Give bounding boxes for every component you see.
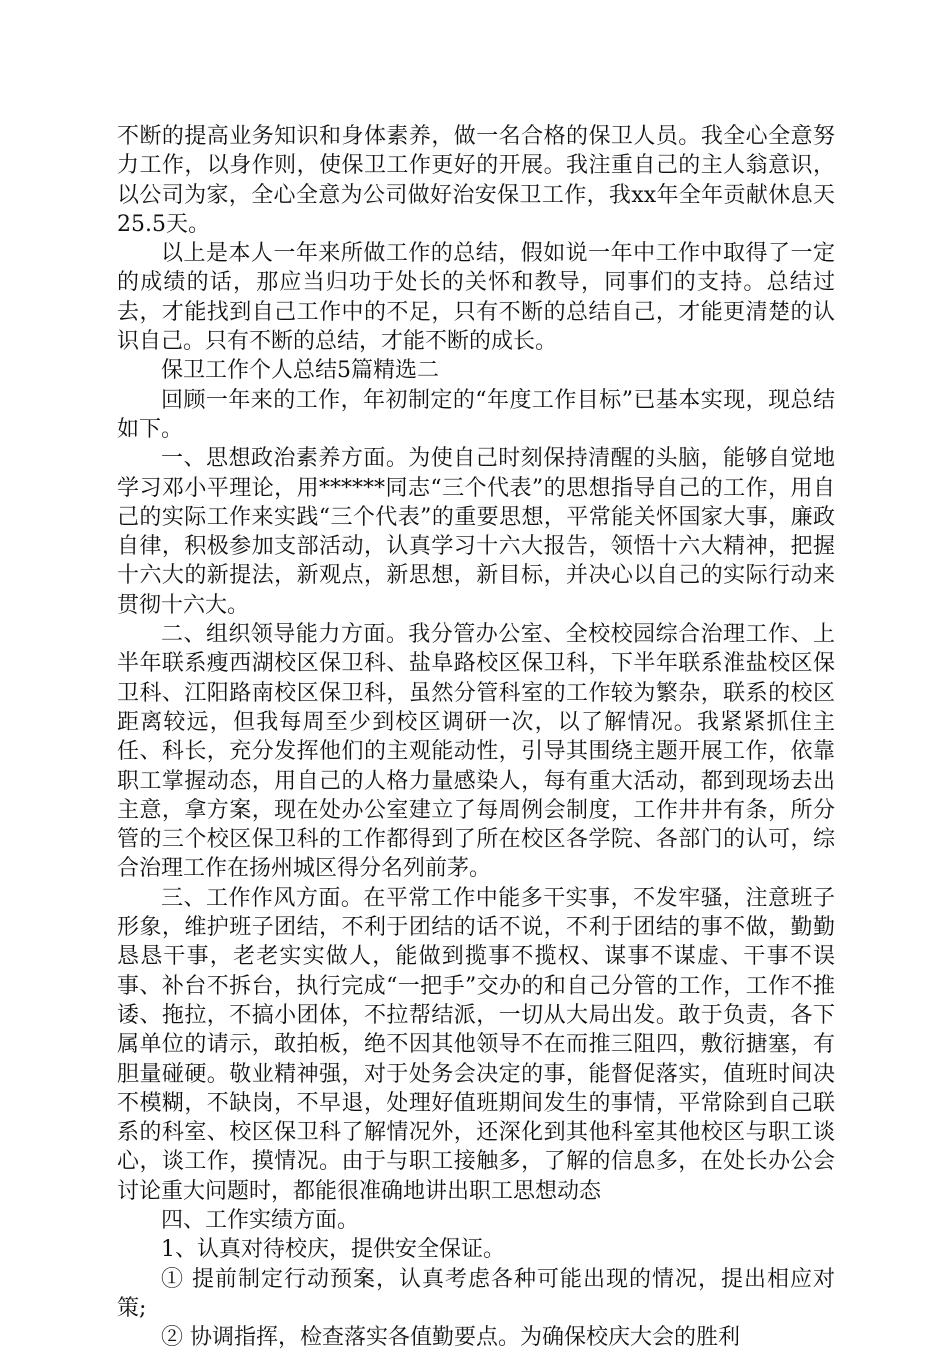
paragraph: 回顾一年来的工作，年初制定的“年度工作目标”已基本实现，现总结如下。	[117, 387, 835, 442]
list-item: ② 协调指挥，检查落实各值勤要点。为确保校庆大会的胜利	[161, 1325, 740, 1351]
paragraph: 二、组织领导能力方面。我分管办公室、全校校园综合治理工作、上半年联系瘦西湖校区保卫科、盐阜路校区保卫科，下半年联系淮盐校区保卫科、江阳路南校区保卫科，虽然分管科室的工作较为繁杂，联系的校区距离较远，但我每周至少到校区调研一次，以了解情况。我紧紧抓住主任、科长，充分发挥他们的主观能动性，引导其围绕主题开展工作，依靠职工掌握动态，用自己的人格力量感染人，每有重大活动，都到现场去出主意，拿方案，现在处办公室建立了每周例会制度，工作井井有条，所分管的三个校区保卫科的工作都得到了所在校区各学院、各部门的认可，综合治理工作在扬州城区得分名列前茅。	[117, 622, 835, 882]
section-heading: 四、工作实绩方面。	[161, 1207, 360, 1233]
paragraph: 三、工作作风方面。在平常工作中能多干实事，不发牢骚，注意班子形象，维护班子团结，不利于团结的话不说，不利于团结的事不做，勤勤恳恳干事，老老实实做人，能做到揽事不揽权、谋事不谋虚、干事不误事、补台不拆台，执行完成“一把手”交办的和自己分管的工作，工作不推诿、拖拉，不搞小团体，不拉帮结派，一切从大局出发。敢于负责，各下属单位的请示，敢拍板，绝不因其他领导不在而推三阻四，敷衍搪塞，有胆量碰硬。敬业精神强，对于处务会决定的事，能督促落实，值班时间决不模糊，不缺岗，不早退，处理好值班期间发生的事情，平常除到自己联系的科室、校区保卫科了解情况外，还深化到其他科室其他校区与职工谈心，谈工作，摸情况。由于与职工接触多，了解的信息多，在处长办公会讨论重大问题时，都能很准确地讲出职工思想动态	[117, 885, 835, 1204]
document-body	[117, 122, 835, 1352]
paragraph: 一、思想政治素养方面。为使自己时刻保持清醒的头脑，能够自觉地学习邓小平理论，用******同志“三个代表”的思想指导自己的工作，用自己的实际工作来实践“三个代表”的重要思想，平常能关怀国家大事，廉政自律，积极参加支部活动，认真学习十六大报告，领悟十六大精神，把握十六大的新提法，新观点，新思想，新目标，并决心以自己的实际行动来贯彻十六大。	[117, 446, 835, 618]
paragraph: 以上是本人一年来所做工作的总结，假如说一年中工作中取得了一定的成绩的话，那应当归功于处长的关怀和教导，同事们的支持。总结过去，才能找到自己工作中的不足，只有不断的总结自己，才能更清楚的认识自己。只有不断的总结，才能不断的成长。	[117, 241, 835, 355]
paragraph: 不断的提高业务知识和身体素养，做一名合格的保卫人员。我全心全意努力工作，以身作则，使保卫工作更好的开展。我注重自己的主人翁意识，以公司为家，全心全意为公司做好治安保卫工作，我xx年全年贡献休息天25.5天。	[117, 124, 835, 237]
list-item: 1、认真对待校庆，提供安全保证。	[161, 1237, 505, 1263]
list-item: ① 提前制定行动预案，认真考虑各种可能出现的情况，提出相应对策;	[117, 1266, 835, 1321]
section-title: 保卫工作个人总结5篇精选二	[161, 358, 439, 384]
